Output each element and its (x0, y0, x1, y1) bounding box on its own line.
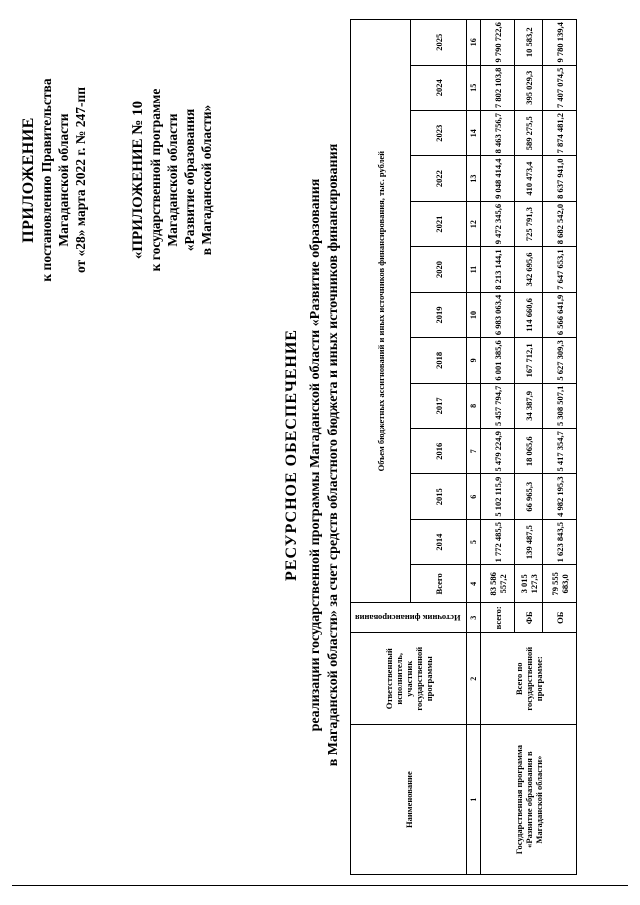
column-number: 3 (467, 603, 481, 633)
value-cell: 9 472 345,6 (481, 201, 515, 246)
header-source (351, 603, 467, 633)
value-cell: 66 965,3 (515, 474, 543, 519)
appendix-line: Магаданской области (56, 113, 71, 247)
source-cell: всего: (481, 603, 515, 633)
value-cell: 9 790 722,6 (481, 20, 515, 66)
total-cell: 79 555 683,0 (543, 565, 577, 603)
heading-title: РЕСУРСНОЕ ОБЕСПЕЧЕНИЕ (283, 329, 300, 581)
column-number: 13 (467, 156, 481, 201)
header-source-text: Источник финансирования (354, 612, 461, 623)
source-cell: ОБ (543, 603, 577, 633)
column-number: 12 (467, 201, 481, 246)
heading-line: реализации государственной программы Магаданской области «Развитие образования (308, 178, 323, 732)
value-cell: 5 417 354,7 (543, 429, 577, 474)
value-cell: 7 802 103,8 (481, 65, 515, 110)
column-number: 14 (467, 110, 481, 155)
value-cell: 5 308 507,1 (543, 383, 577, 428)
value-cell: 18 065,6 (515, 429, 543, 474)
column-number: 5 (467, 519, 481, 564)
header-year: 2024 (411, 65, 467, 110)
value-cell: 167 712,1 (515, 338, 543, 383)
column-number: 4 (467, 565, 481, 603)
value-cell: 1 772 485,5 (481, 519, 515, 564)
header-year: 2015 (411, 474, 467, 519)
value-cell: 8 213 144,1 (481, 247, 515, 292)
value-cell: 6 001 385,6 (481, 338, 515, 383)
program-appendix-line: «Развитие образования (182, 108, 197, 252)
header-year: 2025 (411, 20, 467, 66)
appendix-title: ПРИЛОЖЕНИЕ (20, 117, 37, 243)
column-number: 2 (467, 633, 481, 725)
header-year: 2023 (411, 110, 467, 155)
program-appendix-line: к государственной программе (148, 88, 163, 272)
program-name-cell: Государственная программа «Развитие образования в Магаданской области» (481, 725, 577, 875)
header-year: 2021 (411, 201, 467, 246)
value-cell: 10 583,2 (515, 20, 543, 66)
column-number: 10 (467, 292, 481, 337)
source-cell: ФБ (515, 603, 543, 633)
heading-line: в Магаданской области» за счет средств областного бюджета и иных источников финансирования (326, 143, 341, 767)
appendix-line: от «28» марта 2022 г. № 247-пп (73, 86, 88, 274)
appendix-header (20, 15, 89, 345)
value-cell: 5 627 309,3 (543, 338, 577, 383)
column-number: 11 (467, 247, 481, 292)
value-cell: 7 407 074,5 (543, 65, 577, 110)
column-number: 1 (467, 725, 481, 875)
header-executor: Ответственный исполнитель, участник государственной программы (351, 633, 467, 725)
program-appendix-header (130, 15, 215, 345)
column-number: 6 (467, 474, 481, 519)
header-year: 2022 (411, 156, 467, 201)
total-cell: 83 586 557,2 (481, 565, 515, 603)
value-cell: 4 982 195,3 (543, 474, 577, 519)
value-cell: 6 566 641,9 (543, 292, 577, 337)
column-number: 9 (467, 338, 481, 383)
value-cell: 8 682 542,0 (543, 201, 577, 246)
value-cell: 7 874 481,2 (543, 110, 577, 155)
value-cell: 9 048 414,4 (481, 156, 515, 201)
value-cell: 410 473,4 (515, 156, 543, 201)
value-cell: 8 463 756,7 (481, 110, 515, 155)
program-appendix-line: в Магаданской области» (199, 104, 214, 256)
value-cell: 5 457 794,7 (481, 383, 515, 428)
value-cell: 589 275,5 (515, 110, 543, 155)
value-cell: 7 647 653,1 (543, 247, 577, 292)
executor-total-cell: Всего по государственной программе: (481, 633, 577, 725)
total-cell: 3 015 127,3 (515, 565, 543, 603)
header-year: 2017 (411, 383, 467, 428)
value-cell: 9 780 139,4 (543, 20, 577, 66)
value-cell: 34 387,9 (515, 383, 543, 428)
value-cell: 395 029,3 (515, 65, 543, 110)
header-volume: Объем бюджетных ассигнований и иных источников финансирования, тыс. рублей (351, 20, 411, 603)
value-cell: 1 623 843,5 (543, 519, 577, 564)
value-cell: 114 660,6 (515, 292, 543, 337)
value-cell: 725 791,3 (515, 201, 543, 246)
appendix-line: к постановлению Правительства (39, 78, 54, 282)
column-number: 15 (467, 65, 481, 110)
program-appendix-title: «ПРИЛОЖЕНИЕ № 10 (130, 100, 146, 260)
column-number: 8 (467, 383, 481, 428)
value-cell: 8 637 941,0 (543, 156, 577, 201)
value-cell: 5 479 224,9 (481, 429, 515, 474)
header-year: 2016 (411, 429, 467, 474)
document-heading (283, 95, 343, 815)
value-cell: 6 983 063,4 (481, 292, 515, 337)
header-year: 2018 (411, 338, 467, 383)
value-cell: 5 102 115,9 (481, 474, 515, 519)
column-number: 7 (467, 429, 481, 474)
header-year: 2020 (411, 247, 467, 292)
value-cell: 139 487,5 (515, 519, 543, 564)
header-total: Всего (411, 565, 467, 603)
header-year: 2014 (411, 519, 467, 564)
program-appendix-line: Магаданской области (165, 113, 180, 247)
column-number: 16 (467, 20, 481, 66)
value-cell: 342 695,6 (515, 247, 543, 292)
header-year: 2019 (411, 292, 467, 337)
header-name: Наименование (351, 725, 467, 875)
resource-table (350, 19, 577, 875)
